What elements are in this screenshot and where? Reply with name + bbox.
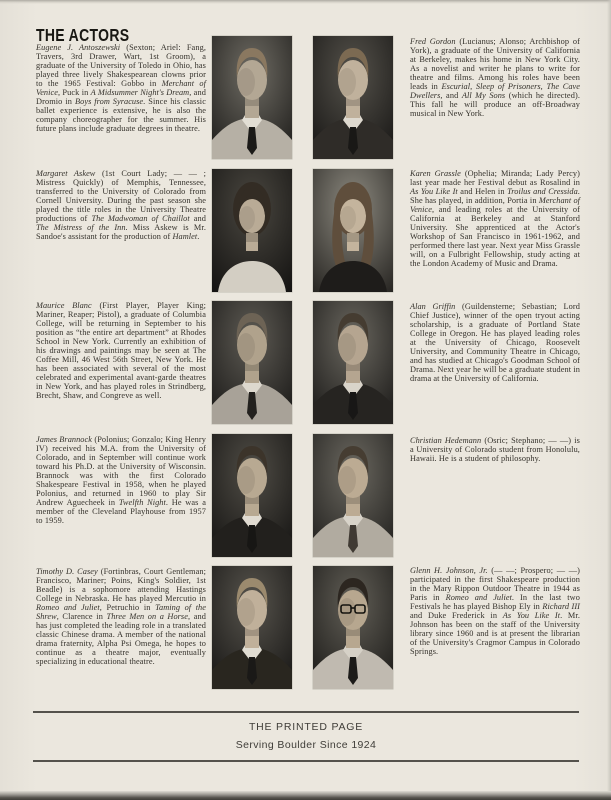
- bio-casey: Timothy D. Casey (Fortinbras, Court Gentleman; Francisco, Mariner; Poins, King's Soldier, 1st Beadle) is a sophomore attending Hastings College in Nebraska. He has played Mercutio in Romeo and Juliet, Petruchio in Taming of the Shrew, Clarence in Three Men on a Horse, and has just completed the leading role in a translated classic Chinese drama. A member of the national drama fraternity, Alpha Psi Omega, he hopes to continue as a theatre major, eventually specializing in educational theatre.: [36, 567, 207, 666]
- bio-askew: Margaret Askew (1st Court Lady; — — ; Mistress Quickly) of Memphis, Tennessee, transferred to the University of Colorado from Cornell University. During the past season she played the title roles in the University Theatre productions of The Madwoman of Chaillot and The Mistress of the Inn. Miss Askew is Mr. Sandoe's assistant for the production of Hamlet.: [36, 169, 206, 241]
- footer-printer-slogan: Serving Boulder Since 1924: [235, 739, 377, 751]
- footer-rule-top: [33, 711, 579, 713]
- portrait-photo-row1-left: [212, 36, 292, 159]
- page-title: THE ACTORS: [36, 25, 130, 45]
- portrait-photo-row2-right: [313, 169, 393, 292]
- scan-edge-right: [607, 0, 611, 800]
- portrait-photo-row3-right: [313, 301, 393, 424]
- portrait-photo-row4-right: [313, 434, 393, 557]
- bio-blanc: Maurice Blanc (First Player, Player King; Mariner, Reaper; Pistol), a graduate of Columbia College, will be returning in September to his position as “the entire art department” at Rhodes School in New York. Currently an exhibition of his drawings and paintings may be seen at The Coffee Mill, 46 West 56th Street, New York. He has been associated with several of the most celebrated and experimental avant-garde theatres in New York, and has played roles in Strindberg, Brecht, Shaw, and Congreve as well.: [36, 301, 207, 400]
- scan-edge-top: [0, 0, 611, 4]
- bio-antoszewski: Eugene J. Antoszewski (Sexton; Ariel: Fang, Travers, 3rd Drawer, Wart, 1st Groom), a graduate of the University of Toledo in Ohio, has played three lively Shakespearean clowns prior to the 1965 Festival: Gobbo in Merchant of Venice, Puck in A Midsummer Night's Dream, and Dromio in Boys from Syracuse. Since his classic ballet experience is extensive, he is also the company choreographer for the summer. His future plans include graduate degrees in theatre.: [36, 43, 206, 133]
- portrait-photo-row1-right: [313, 36, 393, 159]
- scan-edge-bottom: [0, 791, 611, 800]
- portrait-photo-row3-left: [212, 301, 292, 424]
- portrait-photo-row2-left: [212, 169, 292, 292]
- bio-johnson: Glenn H. Johnson, Jr. (— —; Prospero; — —) participated in the first Shakespeare production in the Mary Rippon Outdoor Theatre in 1944 as Paris in Romeo and Juliet. In the last two Festivals he has played Bishop Ely in Richard III and Duke Frederick in As You Like It. Mr. Johnson has been on the staff of the University library since 1960 and is at present the librarian of the University's Cragmor Campus in Colorado Springs.: [410, 566, 580, 656]
- portrait-photo-row5-left: [212, 566, 292, 689]
- footer-rule-bottom: [33, 760, 579, 762]
- portrait-photo-row5-right: [313, 566, 393, 689]
- bio-griffin: Alan Griffin (Guildensterne; Sebastian; Lord Chief Justice), winner of the open tryout acting scholarship, is a graduate of Portland State College in Oregon. He has played leading roles at the University of Chicago, Roosevelt University, and Community Theatre in Chicago, and has studied at Chicago's Goodman School of Drama. Next year he will be a graduate student in drama at the University of California.: [410, 302, 581, 383]
- footer-printer-name: THE PRINTED PAGE: [248, 721, 364, 733]
- bio-hedemann: Christian Hedemann (Osric; Stephano; — —) is a University of Colorado student from Honolulu, Hawaii. He is a student of philosophy.: [410, 436, 580, 463]
- bio-gordon: Fred Gordon (Lucianus; Alonso; Archbishop of York), a graduate of the University of California at Berkeley, makes his home in New York City. As a novelist and writer he plans to write for theatre and films. Among his roles have been leads in Escurial, Sleep of Prisoners, The Cave Dwellers, and All My Sons (which he directed). This fall he will produce an off-Broadway musical in New York.: [410, 37, 581, 118]
- bio-brannock: James Brannock (Polonius; Gonzalo; King Henry IV) received his M.A. from the University of Colorado, and in September will continue work toward his Ph.D. at the University of Wisconsin. Brannock was with the first Colorado Shakespeare Festival in 1958, when he played Polonius, and returned in 1960 to play Sir Andrew Aguecheek in Twelfth Night. He was a member of the Cleveland Playhouse from 1957 to 1959.: [36, 435, 206, 525]
- bio-grassle: Karen Grassle (Ophelia; Miranda; Lady Percy) last year made her Festival debut as Rosalind in As You Like It and Helen in Troilus and Cressida. She has played, in addition, Portia in Merchant of Venice, and leading roles at the University of California at Berkeley and at Stanford University. She apprenticed at the Actor's Workshop of San Francisco in 1961-1962, and performed there last year. Next year Miss Grassle will, on a Fulbright Fellowship, study acting at the London Academy of Music and Drama.: [410, 169, 580, 268]
- portrait-photo-row4-left: [212, 434, 292, 557]
